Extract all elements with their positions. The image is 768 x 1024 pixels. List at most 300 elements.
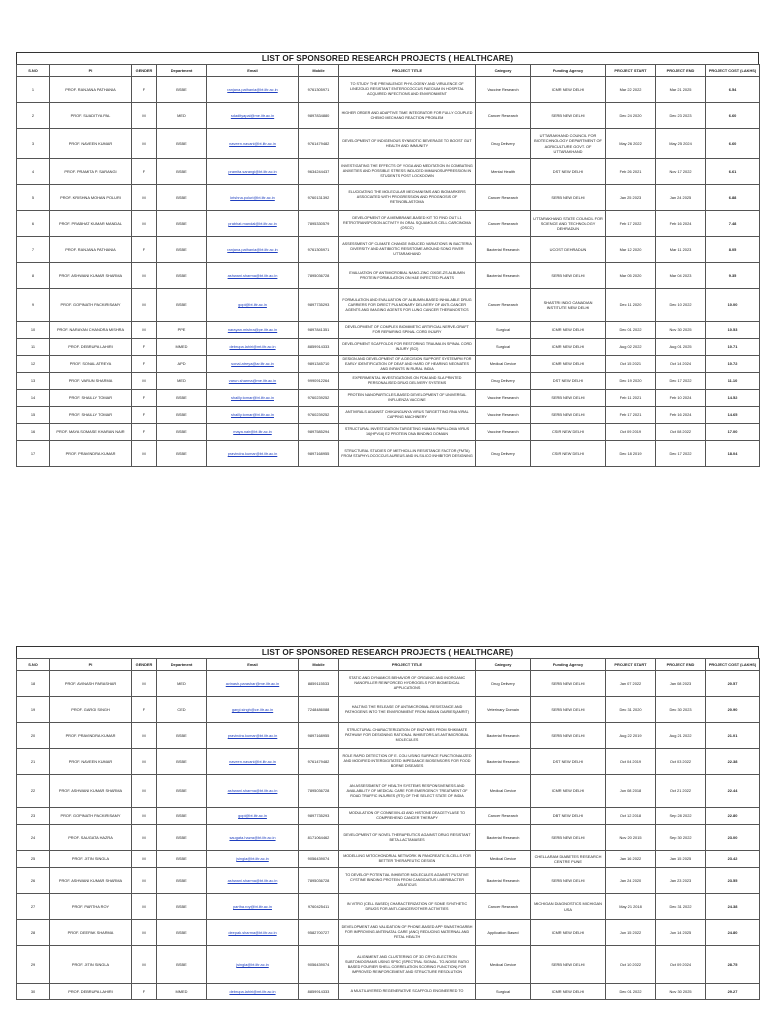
table-header [17, 659, 760, 671]
gender-cell: M [132, 373, 157, 390]
project-title-cell: INVESTIGATING THE EFFECTS OF YOGA AND MEDITATION IN COMBATING ANXIETIES AND POSSIBLE STRESS INDUCED IMMUNOSUPPRESSION IN STUDENTS POST LOCKDOWN [339, 159, 476, 185]
mobile-cell: 9891345710 [299, 356, 339, 373]
pi-cell: PROF. PRAVINDRA KUMAR [50, 723, 132, 749]
category-cell: Veterinary Domain [476, 697, 531, 723]
funding-agency-cell: SERB NEW DELHI [531, 946, 606, 984]
sheet-title: LIST OF SPONSORED RESEARCH PROJECTS ( HEALTHCARE) [16, 52, 759, 64]
pi-cell: PROF. GARGI SINGH [50, 697, 132, 723]
project-start-cell: Feb 17 2022 [606, 211, 656, 237]
project-end-cell: Jun 14 2025 [656, 920, 706, 946]
email-cell[interactable]: ranjana.pathania@bt.iitr.ac.in [207, 77, 299, 103]
column-header: Mobile [299, 659, 339, 671]
mobile-cell: 9761305971 [299, 77, 339, 103]
project-title-cell: EVALUATION OF ANTIMICROBIAL NANO-ZINC OXIDE-ZS ALBUMIN PROTEIN FORMULATION ON H&E INFECTED PLANTS [339, 263, 476, 289]
project-cost-cell: 20.57 [706, 671, 760, 697]
category-cell: Bacterial Research [476, 723, 531, 749]
pi-cell: PROF. RANJANA PATHANIA [50, 237, 132, 263]
sno-cell: 8 [17, 263, 50, 289]
project-end-cell: Feb 16 2024 [656, 211, 706, 237]
sno-cell: 5 [17, 185, 50, 211]
sno-cell: 18 [17, 671, 50, 697]
department-cell: BSBE [157, 424, 207, 441]
sno-cell: 3 [17, 129, 50, 159]
funding-agency-cell: SERB NEW DELHI [531, 697, 606, 723]
pi-cell: PROF. GOPINATH PACKIRISAMY [50, 808, 132, 825]
project-title-cell: ELUCIDATING THE MOLECULAR MECHANISMS AND BIOMARKERS ASSOCIATED WITH PROGRESSION AND PROGNOSIS OF RETINOBLASTOMA [339, 185, 476, 211]
project-end-cell: Sep 30 2022 [656, 825, 706, 851]
email-cell[interactable]: ashwani.sharma@bt.iitr.ac.in [207, 775, 299, 808]
project-cost-cell: 6.60 [706, 129, 760, 159]
email-cell[interactable]: shailly.tomar@bt.iitr.ac.in [207, 407, 299, 424]
table-row [17, 441, 760, 467]
category-cell: Cancer Research [476, 808, 531, 825]
column-header: Category [476, 659, 531, 671]
mobile-cell: 8859914333 [299, 339, 339, 356]
project-title-cell: IN VITRO (CELL BASED) CHARACTERIZATION OF SOME SYNTHETIC DRUGS FOR ANTI-CANCER/OTHER ACTIVITIES [339, 894, 476, 920]
category-cell: Bacterial Research [476, 237, 531, 263]
sno-cell: 17 [17, 441, 50, 467]
project-title-cell: TO DEVELOP POTENTIAL INHIBITOR MOLECULES AGAINST PUTATIVE CYSTINE BINDING PROTEIN FROM CANDIDATUS LIBERIBACTER ASIATICUS [339, 868, 476, 894]
mobile-cell: 9990912264 [299, 373, 339, 390]
column-header: PROJECT END [656, 65, 706, 77]
email-cell[interactable]: narayan.mishra@pe.iitr.ac.in [207, 322, 299, 339]
funding-agency-cell: DST NEW DELHI [531, 373, 606, 390]
project-title-cell: STRUCTURAL INVESTIGATION TARGETING HUMAN PAPILLOMA VIRUS 16(HPV16) E2 PROTEIN DNA BINDING DOMAIN [339, 424, 476, 441]
email-cell[interactable]: shailly.tomar@bt.iitr.ac.in [207, 390, 299, 407]
department-cell: BSBE [157, 723, 207, 749]
project-end-cell: Nov 17 2022 [656, 159, 706, 185]
project-end-cell: Sep 28 2022 [656, 808, 706, 825]
department-cell: MED [157, 373, 207, 390]
project-title-cell: STRUCTURAL STUDIES OF METHICILLIN RESISTANCE FACTOR (FMTA) FROM STAPHYLOCOCCUS AUREUS AND IN-SILICO INHIBITOR DESIGNING [339, 441, 476, 467]
category-cell: Vaccine Research [476, 390, 531, 407]
mobile-cell: 9761479482 [299, 749, 339, 775]
email-cell[interactable]: krishna.poluri@bt.iitr.ac.in [207, 185, 299, 211]
project-cost-cell: 6.60 [706, 103, 760, 129]
project-title-cell: FORMULATION AND EVALUATION OF ALBUMIN-BASED INHALABLE DRUG CARRIERS FOR DIRECT PULMONARY DELIVERY OF ANTI-CANCER AGENTS AND IMAGING AGENTS FOR LUNG CANCER THERANOSTICS [339, 289, 476, 322]
department-cell: BSBE [157, 868, 207, 894]
pi-cell: PROF. DEEPAK SHARMA [50, 920, 132, 946]
mobile-cell: 9897735293 [299, 289, 339, 322]
table-row [17, 808, 760, 825]
email-cell[interactable]: ashwani.sharma@bt.iitr.ac.in [207, 263, 299, 289]
table-row [17, 407, 760, 424]
pi-cell: PROF. ASHWANI KUMAR SHARMA [50, 263, 132, 289]
pi-cell: PROF. ASHWANI KUMAR SHARMA [50, 868, 132, 894]
category-cell: Vaccine Research [476, 77, 531, 103]
project-title-cell: A MULTILAYERED REGENERATIVE SCAFFOLD ENGINEERED TO [339, 984, 476, 1000]
sno-cell: 9 [17, 289, 50, 322]
table-row [17, 185, 760, 211]
category-cell: Bacterial Research [476, 868, 531, 894]
department-cell: BSBE [157, 825, 207, 851]
project-start-cell: Dec 19 2020 [606, 373, 656, 390]
gender-cell: M [132, 263, 157, 289]
gender-cell: F [132, 159, 157, 185]
email-cell[interactable]: prabhat.mandal@bt.iitr.ac.in [207, 211, 299, 237]
email-cell[interactable]: ashwani.sharma@bt.iitr.ac.in [207, 868, 299, 894]
table-row [17, 373, 760, 390]
pi-cell: PROF. SONAL ATREYA [50, 356, 132, 373]
pi-cell: PROF. MAYA SOMASE KHARAN NAIR [50, 424, 132, 441]
project-start-cell: Oct 04 2019 [606, 749, 656, 775]
funding-agency-cell: SERB NEW DELHI [531, 390, 606, 407]
mobile-cell: 7895036728 [299, 263, 339, 289]
gender-cell: M [132, 825, 157, 851]
project-end-cell: Oct 09 2024 [656, 946, 706, 984]
table-row [17, 289, 760, 322]
table-row [17, 946, 760, 984]
project-end-cell: Mar 21 2025 [656, 77, 706, 103]
table-row [17, 868, 760, 894]
project-start-cell: Mar 05 2020 [606, 263, 656, 289]
project-start-cell: Oct 10 2022 [606, 946, 656, 984]
email-cell[interactable]: pramita.sarangi@bt.iitr.ac.in [207, 159, 299, 185]
email-cell[interactable]: partha.roy@bt.iitr.ac.in [207, 894, 299, 920]
project-cost-cell: 18.04 [706, 441, 760, 467]
department-cell: MMED [157, 984, 207, 1000]
category-cell: Mental Health [476, 159, 531, 185]
project-cost-cell: 6.61 [706, 159, 760, 185]
table-row [17, 825, 760, 851]
mobile-cell: 9760239252 [299, 407, 339, 424]
project-end-cell: Aug 21 2022 [656, 723, 706, 749]
project-cost-cell: 6.88 [706, 185, 760, 211]
project-cost-cell: 10.53 [706, 322, 760, 339]
department-cell: BSBE [157, 894, 207, 920]
funding-agency-cell: UTTARAKHAND COUNCIL FOR BIOTECHNOLOGY DEPARTMENT OF AGRICULTURE GOVT. OF UTTARAKHAND [531, 129, 606, 159]
category-cell: Vaccine Research [476, 407, 531, 424]
project-cost-cell: 6.54 [706, 77, 760, 103]
project-end-cell: Oct 03 2022 [656, 749, 706, 775]
column-header: GENDER [132, 659, 157, 671]
sno-cell: 15 [17, 407, 50, 424]
email-cell[interactable]: deepak.sharma@bt.iitr.ac.in [207, 920, 299, 946]
funding-agency-cell: SHASTRI INDO CANADIAN INSTITUTE NEW DELHI [531, 289, 606, 322]
project-end-cell: Oct 08 2022 [656, 424, 706, 441]
email-cell[interactable]: sonal.atreya@ar.iitr.ac.in [207, 356, 299, 373]
funding-agency-cell: ICMR NEW DELHI [531, 920, 606, 946]
gender-cell: M [132, 671, 157, 697]
table-row [17, 671, 760, 697]
funding-agency-cell: SERB NEW DELHI [531, 868, 606, 894]
funding-agency-cell: SERB NEW DELHI [531, 103, 606, 129]
funding-agency-cell: ICMR NEW DELHI [531, 339, 606, 356]
funding-agency-cell: DBT NEW DELHI [531, 808, 606, 825]
department-cell: BSBE [157, 77, 207, 103]
gender-cell: M [132, 775, 157, 808]
department-cell: BSBE [157, 441, 207, 467]
sno-cell: 22 [17, 775, 50, 808]
email-cell[interactable]: jsingla@bt.iitr.ac.in [207, 946, 299, 984]
category-cell: Medical Device [476, 775, 531, 808]
funding-agency-cell: MICHIGAN DIAGNOSTICS MICHIGAN USA [531, 894, 606, 920]
department-cell: MED [157, 103, 207, 129]
mobile-cell: 7248486088 [299, 697, 339, 723]
column-header: S.NO [17, 659, 50, 671]
sno-cell: 6 [17, 211, 50, 237]
project-cost-cell: 22.44 [706, 775, 760, 808]
category-cell: Vaccine Research [476, 424, 531, 441]
project-cost-cell: 14.52 [706, 390, 760, 407]
email-cell[interactable]: gopi@bt.iitr.ac.in [207, 808, 299, 825]
email-cell[interactable]: gopi@bt.iitr.ac.in [207, 289, 299, 322]
project-cost-cell: 22.38 [706, 749, 760, 775]
email-cell[interactable]: sdadityapal@me.iitr.ac.in [207, 103, 299, 129]
funding-agency-cell: CHELLARAM DIABETES RESEARCH CENTRE PUNE [531, 851, 606, 868]
email-cell[interactable]: pravindra.kumar@bt.iitr.ac.in [207, 441, 299, 467]
department-cell: BSBE [157, 851, 207, 868]
funding-agency-cell: CSIR NEW DELHI [531, 441, 606, 467]
project-cost-cell: 14.65 [706, 407, 760, 424]
pi-cell: PROF. JITIN SINGLA [50, 946, 132, 984]
project-cost-cell: 24.38 [706, 894, 760, 920]
table-row [17, 697, 760, 723]
gender-cell: F [132, 77, 157, 103]
pi-cell: PROF. JITIN SINGLA [50, 851, 132, 868]
gender-cell: F [132, 237, 157, 263]
department-cell: BSBE [157, 263, 207, 289]
gender-cell: M [132, 129, 157, 159]
table-row [17, 322, 760, 339]
department-cell: BSBE [157, 129, 207, 159]
project-cost-cell: 7.48 [706, 211, 760, 237]
project-end-cell: Feb 16 2024 [656, 407, 706, 424]
funding-agency-cell: UCOST DEHRADUN [531, 237, 606, 263]
project-cost-cell: 17.00 [706, 424, 760, 441]
sno-cell: 2 [17, 103, 50, 129]
email-cell[interactable]: maya.nair@bt.iitr.ac.in [207, 424, 299, 441]
project-cost-cell: 11.10 [706, 373, 760, 390]
mobile-cell: 9897585294 [299, 424, 339, 441]
project-end-cell: Dec 30 2023 [656, 697, 706, 723]
pi-cell: PROF. PRAMITA P. SARANGI [50, 159, 132, 185]
gender-cell: M [132, 920, 157, 946]
category-cell: Medical Device [476, 356, 531, 373]
department-cell: BSBE [157, 920, 207, 946]
department-cell: APD [157, 356, 207, 373]
projects-table [16, 64, 760, 467]
project-start-cell: Jan 16 2022 [606, 851, 656, 868]
department-cell: BSBE [157, 289, 207, 322]
funding-agency-cell: SERB NEW DELHI [531, 723, 606, 749]
email-cell[interactable]: varun.sharma@me.iitr.ac.in [207, 373, 299, 390]
pi-cell: PROF. SUADITYA PAL [50, 103, 132, 129]
gender-cell: M [132, 749, 157, 775]
category-cell: Cancer Research [476, 103, 531, 129]
email-cell[interactable]: jsingla@bt.iitr.ac.in [207, 851, 299, 868]
project-end-cell: Oct 21 2022 [656, 775, 706, 808]
sno-cell: 29 [17, 946, 50, 984]
mobile-cell: 8171064462 [299, 825, 339, 851]
category-cell: Drug Delivery [476, 671, 531, 697]
project-start-cell: Dec 11 2020 [606, 289, 656, 322]
project-cost-cell: 20.90 [706, 697, 760, 723]
email-cell[interactable]: debrupa.lahiri@mt.iitr.ac.in [207, 339, 299, 356]
table-row [17, 851, 760, 868]
column-header: Department [157, 659, 207, 671]
gender-cell: M [132, 868, 157, 894]
pi-cell: PROF. PRABHAT KUMAR MANDAL [50, 211, 132, 237]
category-cell: Surgical [476, 322, 531, 339]
funding-agency-cell: SERB NEW DELHI [531, 825, 606, 851]
project-start-cell: Dec 01 2022 [606, 322, 656, 339]
column-header: Email [207, 659, 299, 671]
email-cell[interactable]: naveen.navani@bt.iitr.ac.in [207, 749, 299, 775]
email-cell[interactable]: saugata.hazra@bt.iitr.ac.in [207, 825, 299, 851]
department-cell: BSBE [157, 237, 207, 263]
project-end-cell: Dec 10 2022 [656, 289, 706, 322]
project-end-cell: Mar 04 2023 [656, 263, 706, 289]
column-header: PROJECT START [606, 659, 656, 671]
gender-cell: M [132, 185, 157, 211]
project-start-cell: Jun 08 2018 [606, 775, 656, 808]
table-row [17, 894, 760, 920]
email-cell[interactable]: debrupa.lahiri@mt.iitr.ac.in [207, 984, 299, 1000]
category-cell: Bacterial Research [476, 749, 531, 775]
sno-cell: 19 [17, 697, 50, 723]
mobile-cell: 9897841351 [299, 322, 339, 339]
sno-cell: 23 [17, 808, 50, 825]
column-header: Mobile [299, 65, 339, 77]
project-start-cell: Feb 11 2021 [606, 390, 656, 407]
project-start-cell: Dec 01 2022 [606, 984, 656, 1000]
sno-cell: 14 [17, 390, 50, 407]
projects-table [16, 658, 760, 1000]
table-row [17, 723, 760, 749]
sno-cell: 4 [17, 159, 50, 185]
sno-cell: 7 [17, 237, 50, 263]
project-cost-cell: 22.80 [706, 808, 760, 825]
project-start-cell: Aug 02 2022 [606, 339, 656, 356]
column-header: PROJECT TITLE [339, 659, 476, 671]
table-row [17, 263, 760, 289]
project-cost-cell: 23.00 [706, 825, 760, 851]
column-header: PROJECT TITLE [339, 65, 476, 77]
sno-cell: 20 [17, 723, 50, 749]
project-title-cell: ASSESSMENT OF CLIMATE CHANGE INDUCED VARIATIONS IN BACTERIA DIVERSITY AND ANTIBIOTIC RESISTOME AROUND SONG RIVER UTTARAKHAND [339, 237, 476, 263]
gender-cell: M [132, 289, 157, 322]
project-end-cell: Aug 01 2025 [656, 339, 706, 356]
table-row [17, 211, 760, 237]
email-cell[interactable]: gargi.singh@ce.iitr.ac.in [207, 697, 299, 723]
project-title-cell: ANTIVIRALS AGAINST CHIKUNGUNYA VIRUS TARGETTING RNA VIRAL CAPPING MACHINERY [339, 407, 476, 424]
email-cell[interactable]: pravindra.kumar@bt.iitr.ac.in [207, 723, 299, 749]
department-cell: BSBE [157, 185, 207, 211]
funding-agency-cell: ICMR NEW DELHI [531, 984, 606, 1000]
pi-cell: PROF. SAUGATA HAZRA [50, 825, 132, 851]
column-header: Funding Agency [531, 659, 606, 671]
project-title-cell: MODULATION OF CONNEXIN-43 AND HISTONE DEACETYLASE TO COMPREHEND CANCER THERAPY [339, 808, 476, 825]
column-header: PROJECT COST (LAKHS) [706, 659, 760, 671]
column-header: PROJECT END [656, 659, 706, 671]
project-cost-cell: 9.35 [706, 263, 760, 289]
table-row [17, 103, 760, 129]
project-title-cell: MODELLING MITOCHONDRIAL NETWORK IN PANCREATIC B-CELLS FOR BETTER THERAPEUTIC DESIGN [339, 851, 476, 868]
sno-cell: 26 [17, 868, 50, 894]
project-cost-cell: 24.80 [706, 920, 760, 946]
project-start-cell: Oct 15 2021 [606, 356, 656, 373]
project-cost-cell: 23.42 [706, 851, 760, 868]
table-row [17, 237, 760, 263]
category-cell: Cancer Research [476, 289, 531, 322]
project-title-cell: DEVELOPMENT AND VALIDATION OF PHONE-BASED APP SWASTHGARBH FOR IMPROVING ANTENATAL CARE (ANC) REDUCING MATERNAL AND FETAL HEALTH [339, 920, 476, 946]
project-start-cell: Dec 18 2019 [606, 441, 656, 467]
header-row [17, 659, 760, 671]
pi-cell: PROF. NAVEEN KUMAR [50, 749, 132, 775]
pi-cell: PROF. KRISHNA MOHAN POLURI [50, 185, 132, 211]
project-cost-cell: 29.27 [706, 984, 760, 1000]
category-cell: Cancer Research [476, 211, 531, 237]
project-cost-cell: 10.00 [706, 289, 760, 322]
category-cell: Cancer Research [476, 185, 531, 211]
pi-cell: PROF. AVINASH PARASHAR [50, 671, 132, 697]
project-start-cell: Mar 22 2022 [606, 77, 656, 103]
project-title-cell: TO STUDY THE PREVALENCE PHYLOGENY AND VIRULENCE OF LINEZOLID RESISTANT ENTEROCOCCUS FAECIUM IN HOSPITAL ACQUIRED INFECTIONS AND ENVIRONMENT [339, 77, 476, 103]
project-title-cell: DEVELOPMENT OF COMPLEX BIOMIMETIC ARTIFICIAL NERVE-GRAFT FOR REPAIRING SPINAL CORD INJURY [339, 322, 476, 339]
gender-cell: F [132, 356, 157, 373]
email-cell[interactable]: avinash.parashar@me.iitr.ac.in [207, 671, 299, 697]
pi-cell: PROF. RANJANA PATHANIA [50, 77, 132, 103]
department-cell: BSBE [157, 946, 207, 984]
table-row [17, 390, 760, 407]
mobile-cell: 9056439074 [299, 851, 339, 868]
column-header: S.NO [17, 65, 50, 77]
project-end-cell: Dec 17 2022 [656, 373, 706, 390]
column-header: Email [207, 65, 299, 77]
email-cell[interactable]: ranjana.pathania@bt.iitr.ac.in [207, 237, 299, 263]
mobile-cell: 9760425411 [299, 894, 339, 920]
project-start-cell: Dec 24 2020 [606, 103, 656, 129]
funding-agency-cell: ICMR NEW DELHI [531, 775, 606, 808]
sno-cell: 12 [17, 356, 50, 373]
category-cell: Drug Delivery [476, 373, 531, 390]
funding-agency-cell: DST NEW DELHI [531, 159, 606, 185]
table-row [17, 339, 760, 356]
table-row [17, 129, 760, 159]
project-sheet-2 [16, 646, 759, 1000]
funding-agency-cell: ICMR NEW DELHI [531, 356, 606, 373]
gender-cell: F [132, 339, 157, 356]
project-title-cell: DEVELOPMENT OF A MEMBRANE-BASED KIT TO FIND OUT L1 RETROTRANSPOSON ACTIVITY IN ORAL SQUAMOUS CELL CARCINOMA (OSCC) [339, 211, 476, 237]
mobile-cell: 7895036728 [299, 868, 339, 894]
project-end-cell: Nov 30 2025 [656, 984, 706, 1000]
category-cell: Bacterial Research [476, 263, 531, 289]
funding-agency-cell: CSIR NEW DELHI [531, 424, 606, 441]
gender-cell: M [132, 441, 157, 467]
project-title-cell: HIGHER ORDER AND ADAPTIVE TIME INTEGRATOR FOR FULLY COUPLED CHEMO MECHANO REACTION PROBLEM [339, 103, 476, 129]
table-body [17, 77, 760, 467]
column-header: Category [476, 65, 531, 77]
project-start-cell: Mar 12 2020 [606, 237, 656, 263]
project-title-cell: STRUCTURAL CHARACTERIZATION OF ENZYMES FROM SHIKIMATE PATHWAY FOR DESIGNING RATIONAL INHIBITORS AS ANTIMICROBIAL MOLECULES [339, 723, 476, 749]
sno-cell: 28 [17, 920, 50, 946]
header-row [17, 65, 760, 77]
funding-agency-cell: SERB NEW DELHI [531, 263, 606, 289]
category-cell: Application Based [476, 920, 531, 946]
column-header: PROJECT COST (LAKHS) [706, 65, 760, 77]
table-row [17, 159, 760, 185]
gender-cell: F [132, 407, 157, 424]
project-start-cell: Jan 07 2022 [606, 671, 656, 697]
email-cell[interactable]: naveen.navani@bt.iitr.ac.in [207, 129, 299, 159]
project-start-cell: Feb 26 2021 [606, 159, 656, 185]
pi-cell: PROF. GOPINATH PACKIRISAMY [50, 289, 132, 322]
project-start-cell: Nov 20 2015 [606, 825, 656, 851]
funding-agency-cell: ICMR NEW DELHI [531, 77, 606, 103]
category-cell: Drug Delivery [476, 441, 531, 467]
department-cell: CED [157, 697, 207, 723]
